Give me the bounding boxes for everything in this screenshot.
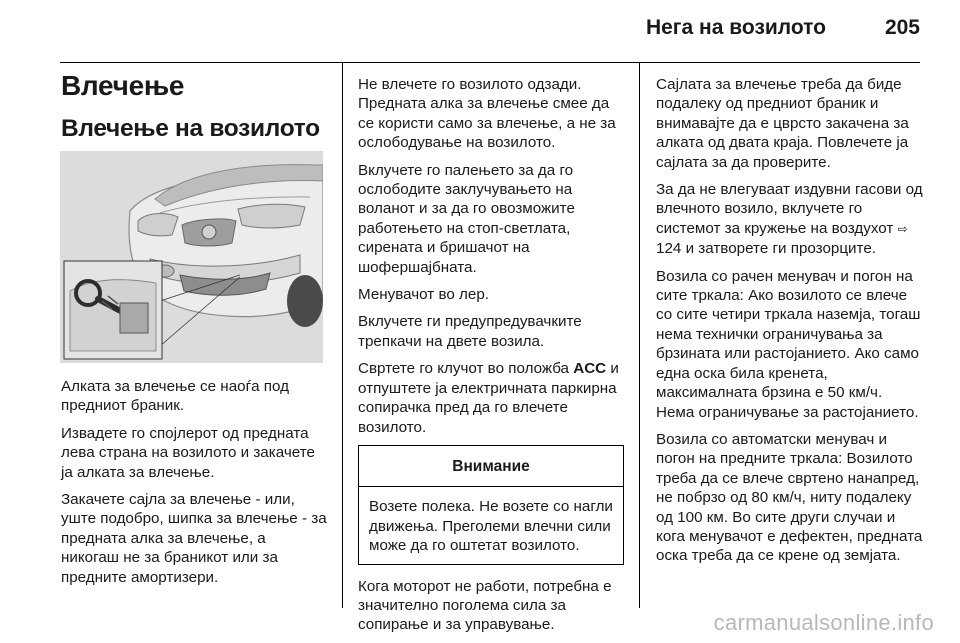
- column-2-text: [358, 75, 624, 643]
- paragraph: Закачете сајла за влечење - или, уште подобро, шипка за влечење - за предната алка за влечење, а никогаш не за браникот или за предните амортизери.: [61, 491, 327, 586]
- warning-heading: Внимание: [359, 446, 623, 487]
- column-3-text: [656, 75, 924, 574]
- column-divider-1: [342, 62, 343, 608]
- subsection-title: Влечење на возилото: [61, 115, 320, 142]
- acc-prefix: Свртете го клучот во положба: [358, 360, 574, 378]
- paragraph: Кога моторот не работи, потребна е значително поголема сила за сопирање и за управување.: [358, 577, 612, 634]
- towing-illustration: [60, 151, 323, 363]
- section-title: Влечење: [61, 70, 185, 101]
- warning-body: Возете полека. Не возете со нагли движења. Преголеми влечни сили може да го оштетат возилото.: [369, 498, 613, 555]
- running-header-title: Нега на возилото: [645, 16, 826, 39]
- paragraph: Менувачот во лер.: [358, 286, 489, 304]
- paragraph-acc: [358, 359, 624, 437]
- paragraph: Не влечете го возилото одзади. Предната алка за влечење смее да се користи само за влечење, а не за ослободување на возилото.: [358, 76, 616, 152]
- column-1-text: [61, 377, 327, 595]
- car-front-towing-eye-illustration: [60, 151, 323, 363]
- paragraph: Извадете го спојлерот од предната лева страна на возилото и закачете ја алката за влечење.: [61, 424, 315, 481]
- paragraph: Алката за влечење се наоѓа под предниот браник.: [61, 378, 289, 415]
- header-rule: [60, 62, 920, 63]
- watermark: carmanualsonline.info: [713, 610, 934, 635]
- paragraph: Вклучете го палењето за да го ослободите заклучувањето на воланот и за да го овозможите работењето на стоп-светлата, сирената и бришачот на шофершајбната.: [358, 161, 575, 276]
- paragraph: Возила со рачен менувач и погон на сите тркала: Ако возилото се влече со сите четири тркала наземја, тогаш нема технички ограничувања за брзината или растојанието. Ако само една оска била кренета, максималната брзина е 50 км/ч. Нема ограничување за растојанието.: [656, 267, 921, 421]
- paragraph: Сајлата за влечење треба да биде подалеку од предниот браник и внимавајте да е цврсто закачена за алката од двата краја. Повлечете ја сајлата за да проверите.: [656, 76, 909, 171]
- acc-suffix: и отпуштете ја електричната паркирна сопирачка пред да го влечете возилото.: [358, 360, 619, 436]
- page-number: 205: [884, 16, 920, 39]
- paragraph-air-recirculation: [656, 180, 924, 259]
- p2-suffix: и затворете ги прозорците.: [681, 240, 876, 258]
- warning-box: [358, 445, 624, 565]
- p2-prefix: За да не влегуваат издувни гасови од влечното возило, вклучете го системот за кружење на воздухот: [656, 181, 923, 237]
- paragraph: Возила со автоматски менувач и погон на предните тркала: Возилото треба да се влече свртено нанапред, не побрзо од 80 км/ч, ниту подалеку од 100 км. Во сите други случаи и кога менувачот е дефектен, предната оска треба да се крене од земјата.: [656, 430, 923, 565]
- paragraph: Вклучете ги предупредувачките трепкачи на двете возила.: [358, 313, 582, 350]
- page-reference-link[interactable]: 124: [656, 240, 682, 258]
- acc-key-position: ACC: [573, 360, 607, 378]
- reference-arrow-icon: ⇨: [897, 221, 908, 236]
- column-divider-2: [639, 62, 640, 608]
